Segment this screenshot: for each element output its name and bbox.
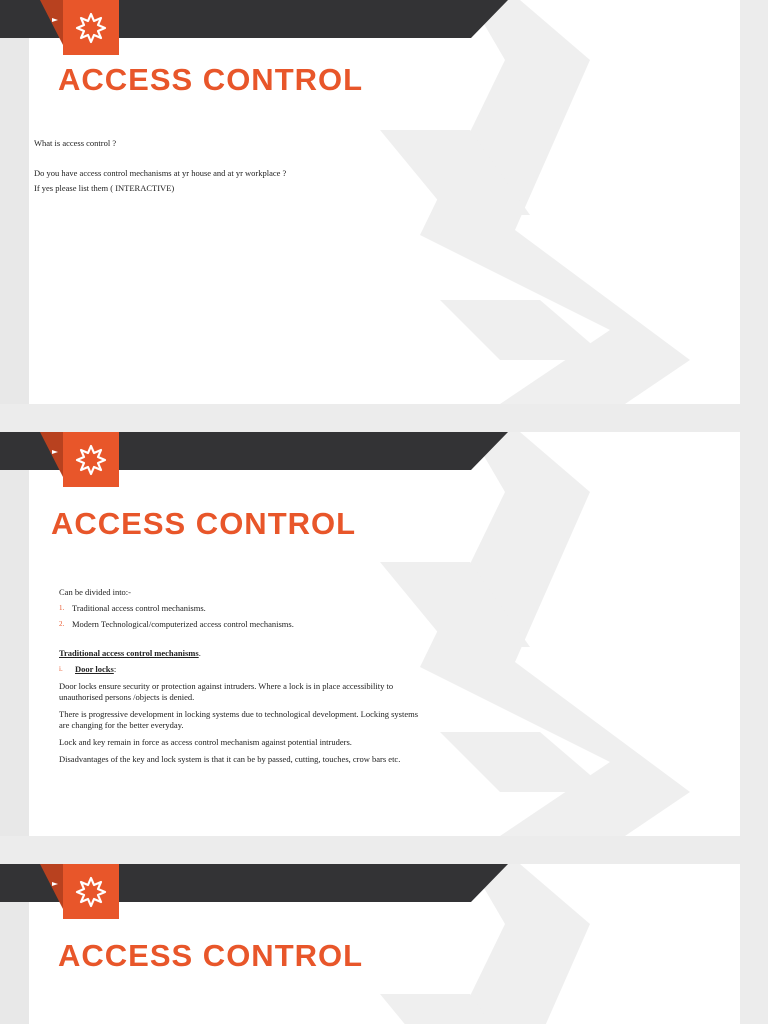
slide-1 [0, 0, 768, 404]
intro-text: Can be divided into:- [59, 587, 132, 597]
list-number: 1. [59, 604, 65, 612]
starburst-logo-icon [75, 12, 107, 44]
slide-3 [0, 864, 768, 1024]
background-chevron-graphic [0, 0, 768, 404]
list-text: Modern Technological/computerized access control mechanisms. [72, 619, 294, 629]
list-text: Traditional access control mechanisms. [72, 603, 206, 613]
body-line: If yes please list them ( INTERACTIVE) [34, 183, 175, 193]
list-item [59, 619, 421, 630]
slide-2 [0, 432, 768, 836]
paragraph: Door locks ensure security or protection against intruders. Where a lock is in place accessibility to unauthorised persons /objects is denied. [59, 681, 394, 702]
tab-fold [40, 432, 63, 477]
logo-box [63, 432, 119, 487]
body-line: What is access control ? [34, 138, 117, 148]
logo-box [63, 864, 119, 919]
slide-title: ACCESS CONTROL [58, 62, 364, 97]
list-item: i. Door locks: [59, 664, 117, 674]
paragraph: There is progressive development in locking systems due to technological development. Locking systems are changing for the better everyday. [59, 709, 419, 730]
tab-fold [40, 864, 63, 909]
starburst-logo-icon [75, 444, 107, 476]
slide-title: ACCESS CONTROL [58, 938, 364, 973]
list-number: 2. [59, 620, 65, 628]
body-line: Do you have access control mechanisms at yr house and at yr workplace ? [34, 168, 287, 178]
tab-fold [40, 0, 63, 45]
paragraph: Lock and key remain in force as access control mechanism against potential intruders. [59, 737, 352, 747]
slide-body [59, 587, 421, 765]
subheading: Traditional access control mechanisms. [59, 648, 201, 658]
paragraph: Disadvantages of the key and lock system is that it can be by passed, cutting, touches, crow bars etc. [59, 754, 401, 764]
logo-box [63, 0, 119, 55]
item-label: Door locks [75, 664, 114, 674]
slide-title: ACCESS CONTROL [51, 506, 357, 541]
starburst-logo-icon [75, 876, 107, 908]
slide-body [34, 138, 434, 194]
list-number: i. [59, 665, 63, 673]
list-item [59, 603, 421, 614]
